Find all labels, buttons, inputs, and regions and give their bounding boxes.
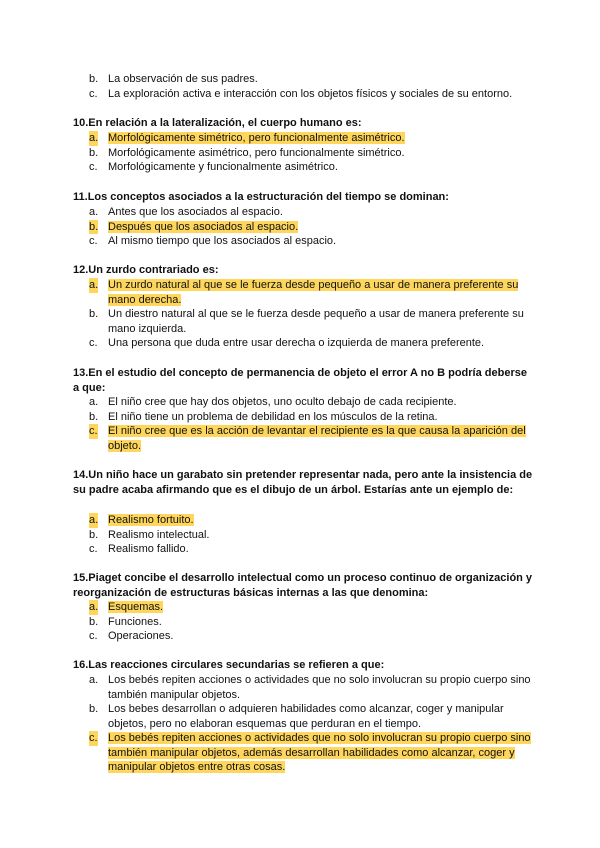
- option-letter: c.: [89, 732, 98, 744]
- option-q9-c: [73, 87, 535, 102]
- option-q10-b: [73, 146, 535, 161]
- question-10: [73, 116, 535, 131]
- option-letter: b.: [89, 308, 99, 320]
- option-letter: a.: [89, 674, 99, 686]
- option-letter: c.: [89, 87, 98, 100]
- question-11: [73, 190, 535, 205]
- option-q16-c: [73, 731, 535, 775]
- option-q10-a: [73, 131, 535, 146]
- option-text: Morfológicamente simétrico, pero funcionalmente asimétrico.: [108, 132, 405, 144]
- question-number: 14.: [73, 469, 89, 481]
- question-text: En relación a la lateralización, el cuerpo humano es:: [88, 117, 362, 129]
- option-text: La observación de sus padres.: [108, 73, 258, 85]
- option-q15-b: [73, 615, 535, 630]
- question-14: [73, 468, 535, 497]
- option-q14-a: [73, 513, 535, 528]
- option-text: El niño tiene un problema de debilidad en los músculos de la retina.: [108, 410, 438, 423]
- options-list-q16: [73, 673, 535, 775]
- option-text: Antes que los asociados al espacio.: [108, 206, 283, 218]
- option-q12-a: [73, 278, 535, 307]
- option-text: Los bebés repiten acciones o actividades que no solo involucran su propio cuerpo sino también manipular objetos, además desarrollan habilidades como alcanzar, coger y manipular objetos entre otras cosas.: [108, 732, 531, 773]
- question-number: 11.: [73, 191, 88, 203]
- option-letter: c.: [89, 337, 98, 349]
- option-text: Después que los asociados al espacio.: [108, 220, 299, 233]
- option-text: Morfológicamente asimétrico, pero funcionalmente simétrico.: [108, 146, 405, 159]
- question-number: 13.: [73, 367, 89, 379]
- options-list-q15: [73, 600, 535, 644]
- option-text: Un diestro natural al que se le fuerza desde pequeño a usar de manera preferente su mano izquierda.: [108, 308, 524, 335]
- question-text: Las reacciones circulares secundarias se refieren a que:: [88, 659, 385, 671]
- option-text: Los bebés repiten acciones o actividades que no solo involucran su propio cuerpo sino también manipular objetos.: [108, 674, 531, 701]
- question-text: Un niño hace un garabato sin pretender representar nada, pero ante la insistencia de su padre acaba afirmando que es el dibujo de un árbol. Estarías ante un ejemplo de:: [73, 469, 533, 496]
- options-list-q13: [73, 395, 535, 453]
- option-text: Funciones.: [108, 615, 162, 628]
- option-q9-b: [73, 72, 535, 87]
- option-text: El niño cree que hay dos objetos, uno oculto debajo de cada recipiente.: [108, 396, 457, 408]
- question-number: 15.: [73, 572, 89, 584]
- option-q14-c: [73, 542, 535, 557]
- option-letter: a.: [89, 514, 99, 526]
- question-text: En el estudio del concepto de permanencia de objeto el error A no B podría deberse a que:: [73, 367, 527, 394]
- option-text: Operaciones.: [108, 630, 174, 642]
- option-letter: b.: [89, 615, 99, 628]
- option-letter: b.: [89, 410, 99, 423]
- option-letter: a.: [89, 206, 99, 218]
- option-letter: a.: [89, 132, 99, 144]
- option-text: Morfológicamente y funcionalmente asimétrico.: [108, 161, 338, 173]
- option-text: Un zurdo natural al que se le fuerza desde pequeño a usar de manera preferente su mano derecha.: [108, 279, 519, 306]
- option-letter: c.: [89, 161, 98, 173]
- option-letter: a.: [89, 396, 99, 408]
- option-letter: c.: [89, 425, 98, 437]
- option-text: Realismo fallido.: [108, 543, 189, 555]
- option-letter: b.: [89, 220, 99, 233]
- option-text: Realismo fortuito.: [108, 514, 194, 526]
- option-q13-a: [73, 395, 535, 410]
- question-text: Un zurdo contrariado es:: [88, 264, 219, 276]
- question-16: [73, 658, 535, 673]
- option-letter: a.: [89, 601, 99, 613]
- question-number: 12.: [73, 264, 89, 276]
- option-q10-c: [73, 160, 535, 175]
- options-list-q11: [73, 205, 535, 249]
- option-letter: c.: [89, 543, 98, 555]
- options-list-q12: [73, 278, 535, 351]
- options-list-q14: [73, 513, 535, 557]
- question-15: [73, 571, 535, 600]
- question-13: [73, 366, 535, 395]
- option-q13-c: [73, 424, 535, 453]
- question-12: [73, 263, 535, 278]
- option-q13-b: [73, 410, 535, 425]
- option-q12-c: [73, 336, 535, 351]
- option-letter: c.: [89, 235, 98, 247]
- options-list-q9: [73, 72, 535, 101]
- option-q15-a: [73, 600, 535, 615]
- option-letter: a.: [89, 279, 99, 291]
- option-text: Realismo intelectual.: [108, 528, 210, 541]
- option-letter: b.: [89, 73, 99, 85]
- option-q16-b: [73, 702, 535, 731]
- option-q15-c: [73, 629, 535, 644]
- option-text: La exploración activa e interacción con los objetos físicos y sociales de su entorno.: [108, 87, 513, 100]
- option-letter: b.: [89, 703, 99, 715]
- option-q11-c: [73, 234, 535, 249]
- question-number: 10.: [73, 117, 89, 129]
- option-q14-b: [73, 528, 535, 543]
- option-letter: b.: [89, 146, 99, 159]
- options-list-q10: [73, 131, 535, 175]
- question-text: Piaget concibe el desarrollo intelectual como un proceso continuo de organización y reorganización de estructuras básicas internas a las que denomina:: [73, 572, 533, 599]
- option-text: Los bebes desarrollan o adquieren habilidades como alcanzar, coger y manipular objetos, pero no elaboran esquemas que perduran en el tiempo.: [108, 703, 504, 730]
- option-text: Una persona que duda entre usar derecha o izquierda de manera preferente.: [108, 337, 485, 349]
- option-text: Al mismo tiempo que los asociados al espacio.: [108, 235, 337, 247]
- question-text: Los conceptos asociados a la estructuración del tiempo se dominan:: [87, 191, 449, 203]
- option-q11-a: [73, 205, 535, 220]
- option-q16-a: [73, 673, 535, 702]
- option-letter: c.: [89, 630, 98, 642]
- option-q11-b: [73, 220, 535, 235]
- option-text: Esquemas.: [108, 601, 164, 613]
- option-text: El niño cree que es la acción de levantar el recipiente es la que causa la aparición del objeto.: [108, 425, 526, 452]
- option-q12-b: [73, 307, 535, 336]
- option-letter: b.: [89, 528, 99, 541]
- question-number: 16.: [73, 659, 89, 671]
